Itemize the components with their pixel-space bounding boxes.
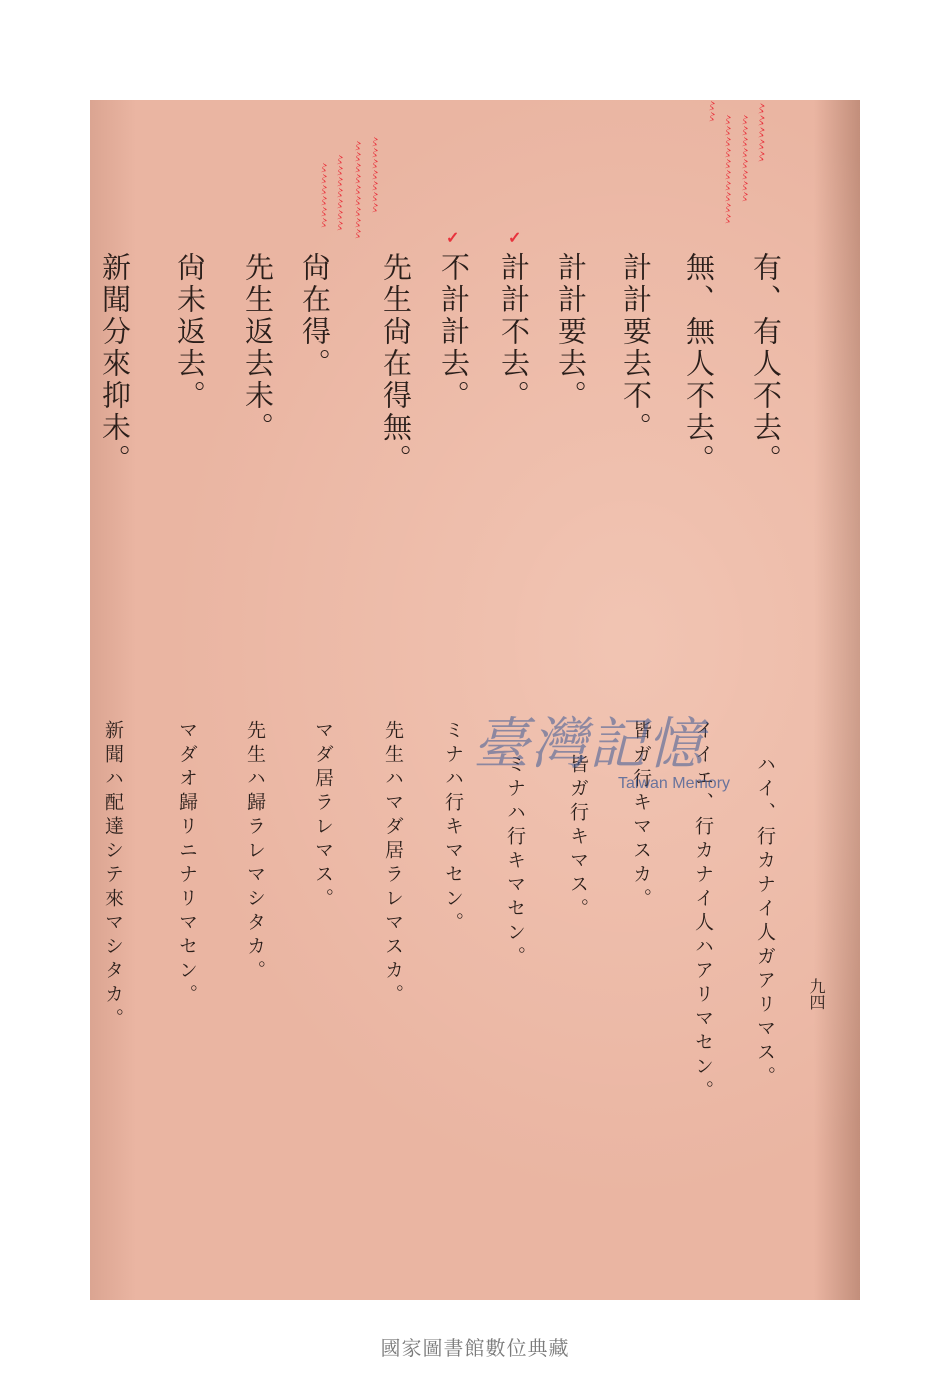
chinese-line: 先生返去未。 bbox=[241, 252, 275, 444]
red-annotation: 〻〻 bbox=[704, 100, 717, 122]
chinese-line: 計計要去不。 bbox=[619, 252, 653, 444]
chinese-line: 計計要去。 bbox=[554, 252, 588, 412]
japanese-line: マダ居ラレマス。 bbox=[312, 720, 334, 912]
taiwan-memory-watermark bbox=[473, 700, 773, 820]
red-annotation: 〻〻〻〻〻〻〻〻〻 bbox=[350, 140, 363, 239]
red-annotation: 〻〻〻〻〻〻〻〻〻〻 bbox=[720, 114, 733, 224]
chinese-line: 計計不去。 bbox=[497, 252, 531, 412]
japanese-line: 皆ガ行キマスカ。 bbox=[630, 720, 652, 912]
chinese-line: 有、有人不去。 bbox=[749, 252, 783, 476]
red-annotation: 〻〻〻〻〻〻〻〻 bbox=[737, 114, 750, 202]
japanese-line: ミナハ行キマセン。 bbox=[442, 720, 464, 936]
chinese-line: 尙未返去。 bbox=[173, 252, 207, 412]
red-annotation: 〻〻〻〻〻〻 bbox=[316, 162, 329, 228]
watermark-chinese: 臺灣記憶 bbox=[473, 712, 705, 777]
red-annotation: 〻〻〻〻〻〻〻 bbox=[332, 154, 345, 231]
chinese-line: 新聞分來抑未。 bbox=[98, 252, 132, 476]
japanese-line: 先生ハマダ居ラレマスカ。 bbox=[382, 720, 404, 1008]
japanese-line: イイエ、行カナイ人ハアリマセン。 bbox=[692, 720, 714, 1104]
japanese-line: 新聞ハ配達シテ來マシタカ。 bbox=[102, 720, 124, 1032]
red-annotation: 〻〻〻〻〻 bbox=[753, 102, 767, 162]
red-check-mark: ✓ bbox=[446, 228, 460, 247]
watermark-english: Taiwan Memory bbox=[618, 775, 731, 792]
japanese-line: 皆ガ行キマス。 bbox=[567, 754, 589, 922]
chinese-line: 先生尙在得無。 bbox=[379, 252, 413, 476]
japanese-line: 先生ハ歸ラレマシタカ。 bbox=[244, 720, 266, 984]
red-check-mark: ✓ bbox=[508, 228, 522, 247]
footer-caption: 國家圖書館數位典藏 bbox=[380, 1336, 570, 1360]
japanese-line: マダオ歸リニナリマセン。 bbox=[176, 720, 198, 1008]
red-annotation: 〻〻〻〻〻〻〻 bbox=[367, 136, 380, 213]
chinese-line: 尙在得。 bbox=[298, 252, 332, 380]
japanese-line: ミナハ行キマセン。 bbox=[504, 754, 526, 970]
chinese-line: 不計計去。 bbox=[437, 252, 471, 412]
japanese-line: ハイ、行カナイ人ガアリマス。 bbox=[754, 754, 776, 1090]
page-number: 九四 bbox=[807, 978, 826, 1010]
chinese-line: 無、無人不去。 bbox=[682, 252, 716, 476]
